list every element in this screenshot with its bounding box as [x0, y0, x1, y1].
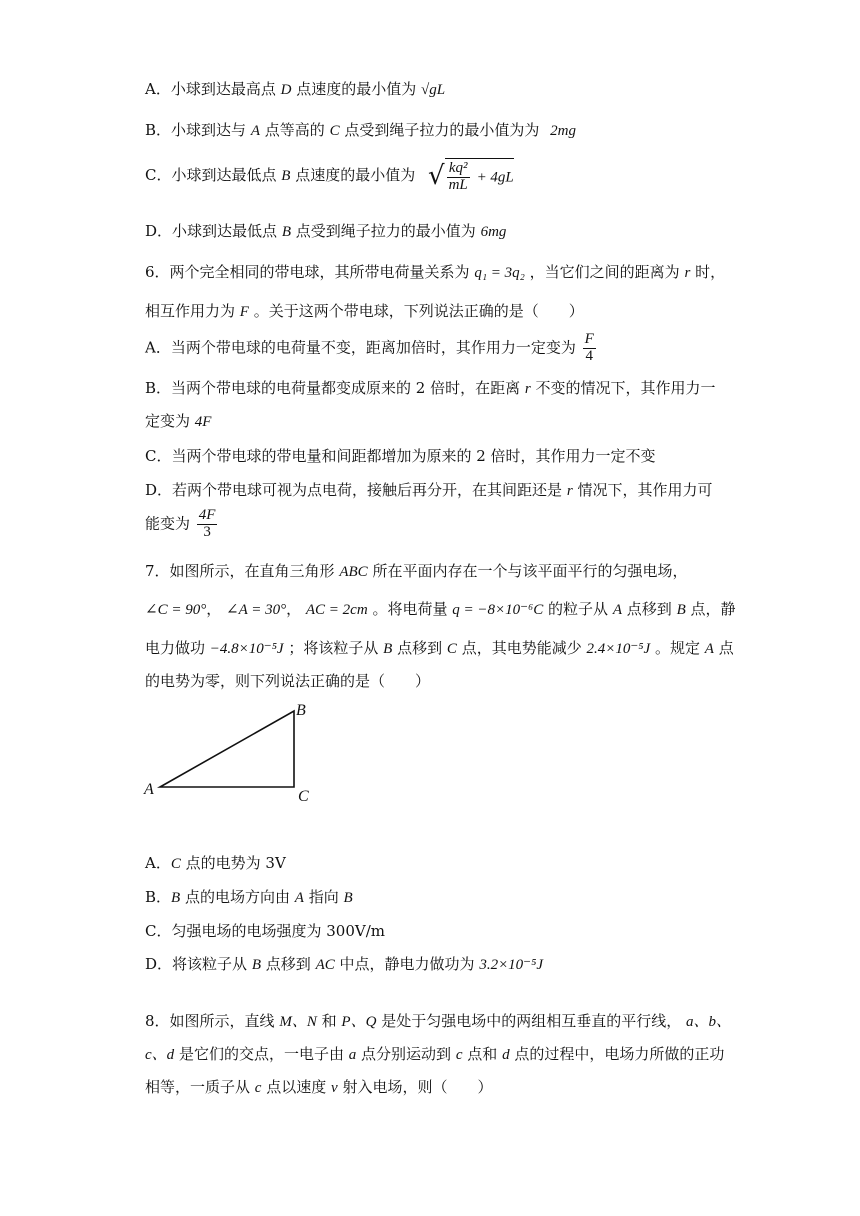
point-label: AC	[315, 957, 335, 973]
text: B．当两个带电球的电荷量都变成原来的 2 倍时，在距离	[145, 379, 521, 397]
formula: r	[684, 265, 691, 281]
q7-stem-line4	[145, 670, 430, 691]
vertex-label-c: C	[298, 788, 309, 805]
point-label: c	[455, 1047, 463, 1063]
text: ，当它们之间的距离为	[529, 263, 680, 281]
text: 。规定	[654, 639, 700, 657]
text: ，	[206, 600, 222, 618]
formula: M、N	[279, 1014, 317, 1030]
formula: 4F	[194, 414, 212, 430]
point-label: C	[446, 641, 457, 657]
q8-stem-line3	[145, 1076, 493, 1097]
text: 点受到绳子拉力的最小值为	[295, 222, 476, 240]
formula: √gL	[421, 82, 446, 98]
text: C．小球到达最低点	[145, 165, 277, 184]
text: 点等高的	[264, 121, 325, 139]
formula: q₁ = 3q₂	[474, 265, 525, 281]
text: A．当两个带电球的电荷量不变，距离加倍时，其作用力一定变为	[145, 338, 576, 357]
formula: c、d	[145, 1047, 175, 1063]
triangle-abc	[160, 711, 294, 787]
numerator: kq²	[447, 161, 470, 178]
q7-option-b	[145, 886, 353, 907]
q6-stem-line2	[145, 300, 584, 321]
point-label: d	[502, 1047, 510, 1063]
text: D．小球到达最低点	[145, 222, 278, 240]
text: 点分别运动到	[361, 1045, 452, 1063]
denominator: 3	[203, 523, 211, 540]
point-label: B	[251, 957, 261, 973]
text: 相互作用力为	[145, 302, 236, 320]
formula: 2.4×10⁻⁵J	[586, 641, 651, 657]
radical-sign: √	[428, 160, 445, 191]
text: 的粒子从	[548, 600, 609, 618]
text: 点移到	[626, 600, 672, 618]
formula: r	[566, 483, 573, 499]
text: 点的过程中，电场力所做的正功	[514, 1045, 725, 1063]
text: 射入电场，则（ ）	[342, 1078, 493, 1096]
q8-stem-line2	[145, 1043, 724, 1064]
text: 。关于这两个带电球，下列说法正确的是（ ）	[253, 302, 584, 320]
text: 能变为	[145, 514, 191, 533]
text: A．	[145, 854, 171, 872]
formula: ABC	[339, 564, 368, 580]
text: 所在平面内存在一个与该平面平行的匀强电场，	[372, 562, 688, 580]
q5-option-a	[145, 78, 445, 99]
q6-option-a	[145, 332, 598, 365]
formula: ∠C = 90°	[145, 602, 207, 618]
sqrt-formula	[428, 158, 514, 194]
text: 的电势为零，则下列说法正确的是（ ）	[145, 672, 431, 690]
q6-option-b-line1	[145, 377, 716, 398]
text: 时，	[695, 263, 726, 281]
q5-option-d	[145, 220, 506, 241]
text: 指向	[308, 888, 339, 906]
text: D．将该粒子从	[145, 955, 248, 973]
fraction	[197, 508, 218, 541]
text: ，	[286, 600, 302, 618]
point-label: B	[343, 890, 353, 906]
text: 中点，静电力做功为	[339, 955, 475, 973]
text: 电力做功	[145, 639, 206, 657]
text: 点速度的最小值为	[295, 165, 416, 184]
text: 点以速度	[266, 1078, 327, 1096]
formula: F	[239, 304, 249, 320]
formula: AC = 2cm	[305, 602, 368, 618]
point-label: B	[281, 224, 291, 240]
text: A．小球到达最高点	[145, 80, 276, 98]
text: 点和	[467, 1045, 498, 1063]
text: 点移到	[397, 639, 443, 657]
point-label: B	[171, 890, 181, 906]
text: 点	[718, 639, 734, 657]
text: 点的电势为 3V	[185, 854, 286, 872]
point-label: c	[254, 1080, 262, 1096]
text: 和	[321, 1012, 337, 1030]
formula: q = −8×10⁻⁶C	[452, 602, 544, 618]
fraction	[583, 332, 596, 365]
q7-option-a	[145, 852, 286, 873]
formula: 2mg	[550, 123, 576, 139]
text: 点，静	[690, 600, 736, 618]
point-label: B	[281, 167, 291, 184]
fraction	[447, 161, 470, 194]
q7-option-d	[145, 953, 543, 974]
point-label: B	[676, 602, 686, 618]
text: 6．两个完全相同的带电球，其所带电荷量关系为	[145, 263, 470, 281]
point-label: a	[348, 1047, 357, 1063]
triangle-figure	[140, 695, 330, 810]
q7-stem-line3	[145, 637, 734, 658]
q5-option-c	[145, 158, 514, 194]
vertex-label-a: A	[144, 781, 154, 798]
text: D．若两个带电球可视为点电荷，接触后再分开，在其间距还是	[145, 481, 563, 499]
text: 。将电荷量	[372, 600, 448, 618]
text: 点速度的最小值为	[296, 80, 417, 98]
q6-stem-line1	[145, 261, 725, 282]
point-label: A	[250, 123, 260, 139]
q6-option-d-line1	[145, 479, 712, 500]
text: 点，其电势能减少	[461, 639, 582, 657]
q6-option-d-line2	[145, 508, 219, 541]
formula: 3.2×10⁻⁵J	[479, 957, 543, 973]
formula: r	[524, 381, 531, 397]
point-label: B	[383, 641, 393, 657]
text: 相等，一质子从	[145, 1078, 251, 1096]
q5-option-b	[145, 119, 576, 140]
vertex-label-b: B	[296, 702, 306, 719]
text: 是处于匀强电场中的两组相互垂直的平行线，	[381, 1012, 682, 1030]
point-label: D	[280, 82, 292, 98]
point-label: A	[612, 602, 623, 618]
point-label: A	[704, 641, 714, 657]
text: ；将该粒子从	[288, 639, 379, 657]
text: 不变的情况下，其作用力一	[535, 379, 716, 397]
text: 是它们的交点，一电子由	[178, 1045, 344, 1063]
text: 点受到绳子拉力的最小值为为	[344, 121, 540, 139]
text: 点的电场方向由	[184, 888, 290, 906]
q7-stem-line1	[145, 560, 687, 581]
radicand	[445, 158, 514, 194]
formula: ∠A = 30°	[226, 602, 287, 618]
numerator: F	[584, 331, 594, 347]
text: B．小球到达与	[145, 121, 247, 139]
numerator: 4F	[198, 507, 216, 523]
q8-stem-line1	[145, 1010, 731, 1031]
denominator: mL	[448, 176, 468, 193]
formula: −4.8×10⁻⁵J	[209, 641, 284, 657]
point-label: A	[294, 890, 304, 906]
formula: + 4gL	[476, 169, 514, 186]
point-label: C	[329, 123, 340, 139]
text: 情况下，其作用力可	[577, 481, 713, 499]
formula: P、Q	[341, 1014, 377, 1030]
text: B．	[145, 888, 172, 906]
text: 点移到	[265, 955, 311, 973]
denominator: 4	[585, 347, 593, 364]
q6-option-b-line2	[145, 410, 211, 431]
text: C．匀强电场的电场强度为 300V/m	[145, 922, 385, 940]
formula: 6mg	[480, 224, 507, 240]
q7-stem-line2	[145, 598, 736, 619]
formula: v	[331, 1080, 338, 1096]
text: 定变为	[145, 412, 191, 430]
q6-option-c	[145, 445, 656, 466]
text: 7．如图所示，在直角三角形	[145, 562, 335, 580]
text: C．当两个带电球的带电量和间距都增加为原来的 2 倍时，其作用力一定不变	[145, 447, 656, 465]
text: 8．如图所示，直线	[145, 1012, 275, 1030]
point-label: C	[170, 856, 181, 872]
q7-option-c	[145, 920, 385, 941]
formula: a、b、	[686, 1014, 732, 1030]
